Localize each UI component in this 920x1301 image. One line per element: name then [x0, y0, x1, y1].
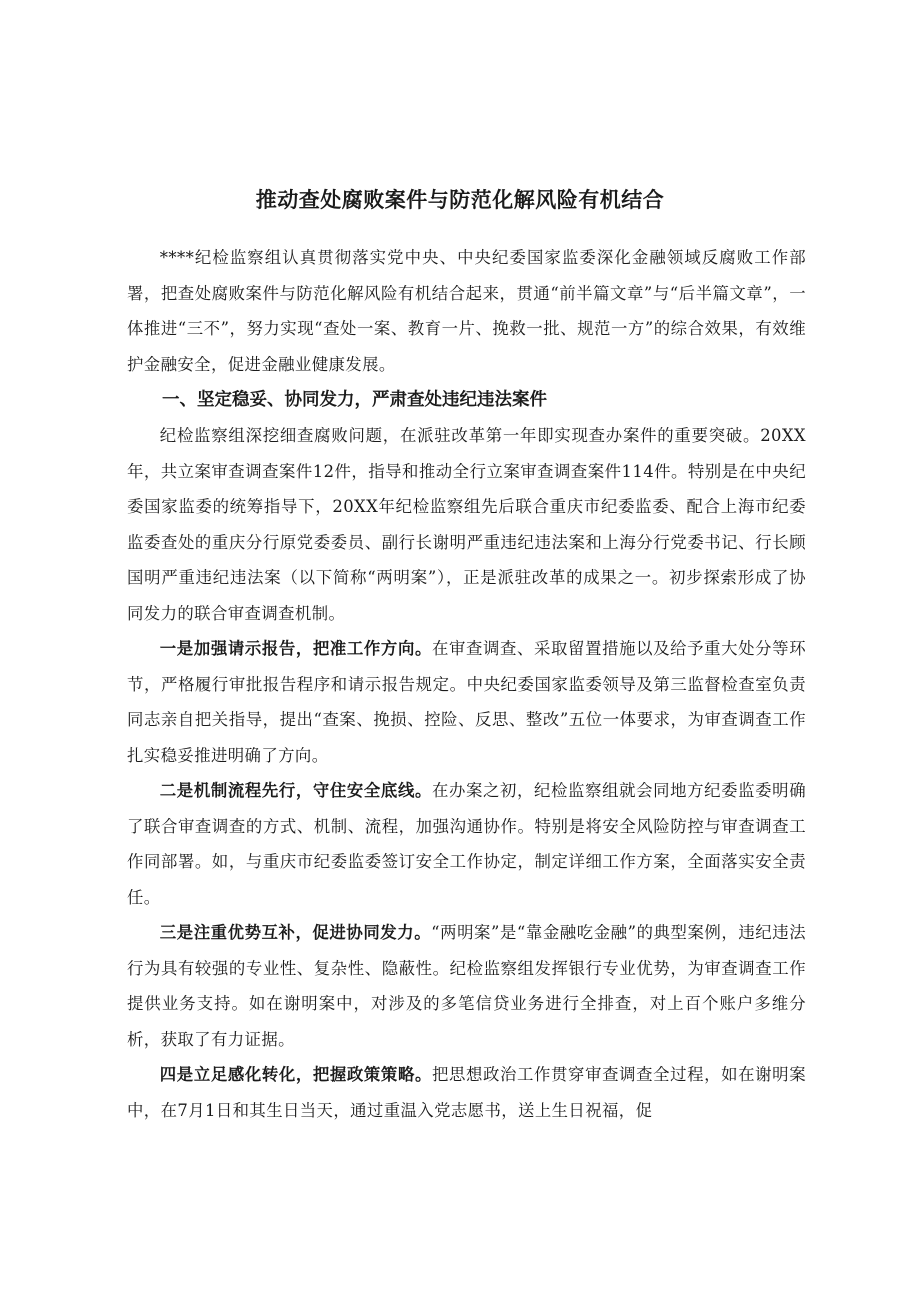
- point-lead-2: 二是机制流程先行，守住安全底线。: [159, 781, 432, 800]
- point-paragraph-4: [127, 1057, 806, 1128]
- intro-paragraph: ****纪检监察组认真贯彻落实党中央、中央纪委国家监委深化金融领域反腐败工作部署，把查处腐败案件与防范化解风险有机结合起来，贯通“前半篇文章”与“后半篇文章”，一体推进“三不”，努力实现“查处一案、教育一片、挽救一批、规范一方”的综合效果，有效维护金融安全，促进金融业健康发展。: [127, 248, 806, 374]
- document-title: 推动查处腐败案件与防范化解风险有机结合: [255, 188, 665, 213]
- point-paragraph-3: [127, 915, 806, 1057]
- point-lead-1: 一是加强请示报告，把准工作方向。: [159, 639, 432, 658]
- point-text-1: 在审查调查、采取留置措施以及给予重大处分等环节，严格履行审批报告程序和请示报告规定。中央纪委国家监委领导及第三监督检查室负责同志亲自把关指导，提出“查案、挽损、控险、反思、整改”五位一体要求，为审查调查工作扎实稳妥推进明确了方向。: [127, 639, 806, 765]
- document-body: [127, 240, 806, 1128]
- point-paragraph-2: [127, 773, 806, 915]
- point-lead-4: 四是立足感化转化，把握政策策略。: [159, 1065, 432, 1084]
- point-paragraph-1: [127, 631, 806, 773]
- section-heading-1: 一、坚定稳妥、协同发力，严肃查处违纪违法案件: [162, 390, 547, 410]
- point-text-4: 把思想政治工作贯穿审查调查全过程，如在谢明案中，在7月1日和其生日当天，通过重温入党志愿书，送上生日祝福，促: [127, 1065, 806, 1120]
- point-text-3: “两明案”是“靠金融吃金融”的典型案例，违纪违法行为具有较强的专业性、复杂性、隐蔽性。纪检监察组发挥银行专业优势，为审查调查工作提供业务支持。如在谢明案中，对涉及的多笔信贷业务进行全排查，对上百个账户多维分析，获取了有力证据。: [127, 923, 806, 1049]
- section1-paragraph: 纪检监察组深挖细查腐败问题，在派驻改革第一年即实现查办案件的重要突破。20XX年，共立案审查调查案件12件，指导和推动全行立案审查调查案件114件。特别是在中央纪委国家监委的统筹指导下，20XX年纪检监察组先后联合重庆市纪委监委、配合上海市纪委监委查处的重庆分行原党委委员、副行长谢明严重违纪违法案和上海分行党委书记、行长顾国明严重违纪违法案（以下简称“两明案”），正是派驻改革的成果之一。初步探索形成了协同发力的联合审查调查机制。: [127, 426, 806, 623]
- point-text-2: 在办案之初，纪检监察组就会同地方纪委监委明确了联合审查调查的方式、机制、流程，加强沟通协作。特别是将安全风险防控与审查调查工作同部署。如，与重庆市纪委监委签订安全工作协定，制定详细工作方案，全面落实安全责任。: [127, 781, 806, 907]
- point-lead-3: 三是注重优势互补，促进协同发力。: [159, 923, 432, 942]
